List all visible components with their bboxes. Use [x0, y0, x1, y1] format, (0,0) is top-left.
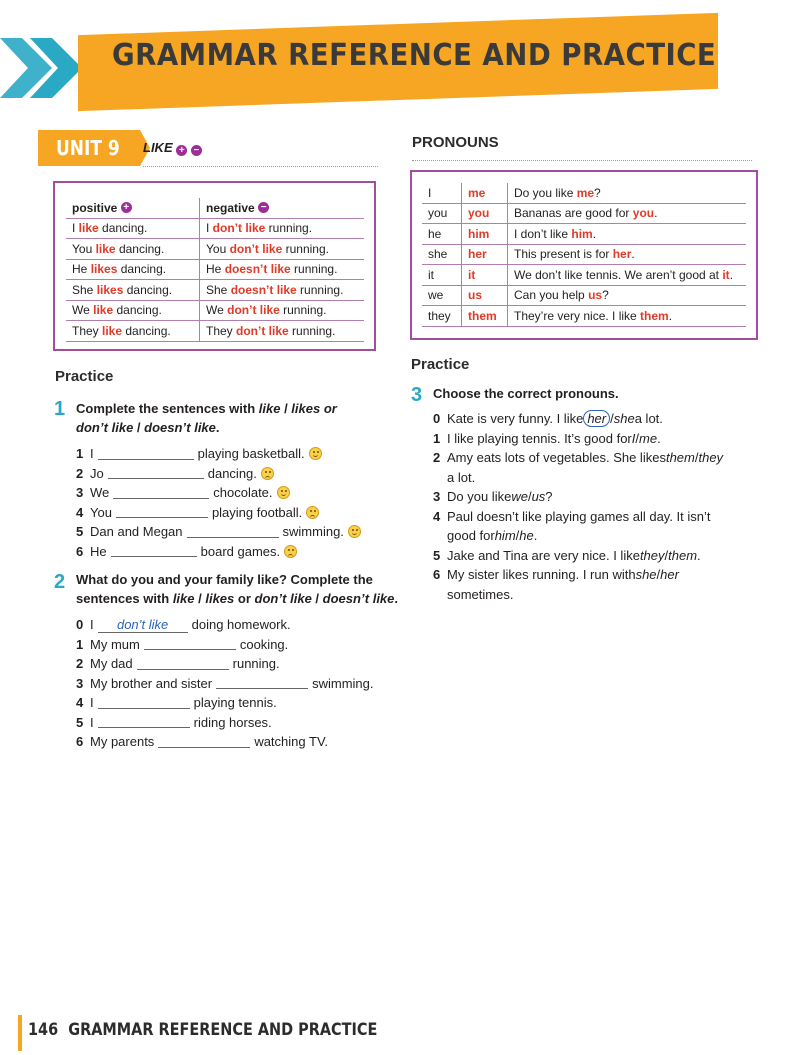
option-2[interactable]: us — [531, 489, 546, 505]
table-row — [422, 183, 746, 204]
item-text: Dan and Megan — [90, 524, 183, 540]
instr-text: / — [311, 591, 323, 606]
highlight-verb: like — [93, 303, 114, 318]
col-positive — [66, 198, 200, 218]
item-text: sometimes. — [447, 586, 514, 602]
positive-cell — [66, 260, 200, 280]
table-row — [422, 224, 746, 245]
item-text: We — [90, 485, 110, 501]
cell-text: I — [206, 221, 213, 236]
list-item — [76, 693, 374, 713]
cell-text: We don’t like tennis. We aren’t good at — [514, 267, 723, 282]
instr-text: doesn’t like — [144, 420, 216, 435]
negative-cell — [200, 219, 364, 239]
happy-face-icon — [309, 447, 322, 460]
item-number: 2 — [76, 465, 84, 481]
happy-face-icon — [277, 486, 290, 499]
item-text: cooking. — [239, 636, 289, 652]
instr-text: likes — [205, 591, 235, 606]
exercise-number: 3 — [411, 384, 423, 406]
item-number: 2 — [433, 450, 441, 466]
plus-icon: + — [176, 145, 187, 156]
table-row — [422, 306, 746, 327]
cell-text: He — [206, 262, 225, 277]
list-item — [76, 674, 374, 694]
item-number: 0 — [433, 411, 441, 427]
subject-pronoun: they — [428, 308, 451, 323]
option-1[interactable]: him — [494, 528, 516, 544]
pronoun-table — [422, 183, 746, 327]
subject-pronoun-cell — [422, 245, 462, 265]
answer-blank[interactable] — [98, 716, 190, 728]
separator: / — [527, 489, 532, 505]
cell-text: She — [206, 282, 231, 297]
cell-text: . — [631, 247, 635, 262]
subject-pronoun: he — [428, 226, 442, 241]
item-text: My dad — [90, 656, 133, 672]
item-text: doing homework. — [191, 617, 291, 633]
exercise-number: 2 — [54, 571, 66, 593]
negative-cell — [200, 280, 364, 300]
cell-text: I don’t like — [514, 226, 572, 241]
list-item — [433, 585, 723, 605]
option-2[interactable]: he — [519, 528, 534, 544]
item-text: . — [657, 430, 661, 446]
cell-text: ? — [602, 288, 609, 303]
list-item — [76, 464, 361, 484]
cell-text: dancing. — [98, 221, 148, 236]
footer-title: GRAMMAR REFERENCE AND PRACTICE — [68, 1020, 378, 1040]
negative-cell — [200, 260, 364, 280]
subject-pronoun: I — [428, 185, 432, 200]
cell-text: We — [72, 303, 94, 318]
option-1[interactable]: they — [639, 547, 665, 563]
object-pronoun: her — [468, 247, 487, 262]
item-text: playing basketball. — [197, 446, 305, 462]
answer-blank[interactable] — [137, 658, 229, 670]
item-text: . — [697, 547, 701, 563]
cell-text: He — [72, 262, 91, 277]
item-number: 6 — [433, 567, 441, 583]
list-item — [433, 448, 723, 468]
instr-text: likes or — [291, 401, 337, 416]
item-number: 3 — [433, 489, 441, 505]
example-cell — [508, 183, 746, 203]
answer-blank[interactable] — [116, 506, 208, 518]
instr-text: . — [215, 420, 220, 435]
item-text: a lot. — [634, 411, 663, 427]
separator: / — [515, 528, 520, 544]
object-pronoun-cell — [462, 286, 508, 306]
cell-text: running. — [288, 323, 336, 338]
subject-pronoun: you — [428, 206, 448, 221]
item-number: 1 — [433, 430, 441, 446]
highlight-pronoun: me — [576, 185, 595, 200]
cell-text: . — [654, 206, 658, 221]
page-number: 146 — [28, 1020, 59, 1040]
table-row — [66, 301, 364, 322]
list-item — [76, 713, 374, 733]
table-row — [66, 239, 364, 260]
cell-text: We — [206, 303, 228, 318]
list-item — [433, 429, 723, 449]
highlight-verb: likes — [96, 282, 124, 297]
separator: / — [664, 547, 669, 563]
item-number: 6 — [76, 543, 84, 559]
exercise-instruction — [76, 399, 337, 437]
list-item — [76, 732, 374, 752]
cell-text: dancing. — [113, 303, 162, 318]
item-number: 6 — [76, 734, 84, 750]
object-pronoun-cell — [462, 306, 508, 326]
sad-face-icon — [284, 545, 297, 558]
list-item — [433, 409, 723, 429]
cell-text: dancing. — [122, 323, 171, 338]
instr-text: like — [258, 401, 281, 416]
divider — [143, 166, 378, 167]
item-text: He — [90, 543, 107, 559]
practice-heading: Practice — [55, 368, 114, 385]
cell-text: She — [72, 282, 97, 297]
answer-blank[interactable] — [216, 677, 308, 689]
cell-text: Do you like — [514, 185, 577, 200]
col-negative-label: negative — [206, 200, 255, 215]
cell-text: dancing. — [123, 282, 173, 297]
item-text: I — [90, 446, 94, 462]
cell-text: Bananas are good for — [514, 206, 633, 221]
table-row — [66, 219, 364, 240]
col-negative — [200, 198, 364, 218]
item-number: 1 — [76, 446, 84, 462]
item-text: good for — [447, 528, 495, 544]
item-text: Jo — [90, 465, 104, 481]
answer-blank[interactable] — [144, 638, 236, 650]
instr-text: like — [172, 591, 195, 606]
item-number: 0 — [76, 617, 84, 633]
list-item — [76, 444, 361, 464]
list-item — [433, 487, 723, 507]
item-text: playing tennis. — [193, 695, 277, 711]
table-row — [422, 286, 746, 307]
highlight-pronoun: him — [571, 226, 593, 241]
list-item — [76, 483, 361, 503]
item-text: chocolate. — [213, 485, 273, 501]
list-item — [76, 615, 374, 635]
item-text: My mum — [90, 636, 140, 652]
option-2[interactable]: her — [660, 567, 679, 583]
item-text: Jake and Tina are very nice. I like — [447, 547, 640, 563]
item-number: 3 — [76, 675, 84, 691]
subject-pronoun-cell — [422, 204, 462, 224]
table-row — [66, 321, 364, 342]
negative-cell — [200, 321, 364, 341]
instr-text: doesn’t like — [322, 591, 395, 606]
object-pronoun: us — [468, 288, 483, 303]
practice-heading: Practice — [411, 356, 470, 373]
item-text: swimming. — [282, 524, 344, 540]
item-text: watching TV. — [254, 734, 329, 750]
list-item — [76, 522, 361, 542]
cell-text: ? — [594, 185, 601, 200]
list-item — [433, 546, 723, 566]
item-number: 5 — [76, 524, 84, 540]
highlight-verb: don’t like — [236, 323, 289, 338]
answer-blank[interactable] — [158, 736, 250, 748]
instr-text: What do you and your family like? Complete the — [76, 572, 373, 587]
subject-pronoun: she — [428, 247, 448, 262]
subject-pronoun-cell — [422, 224, 462, 244]
cell-text: You — [72, 241, 96, 256]
exercise-instruction: Choose the correct pronouns. — [433, 386, 619, 401]
item-text: . — [533, 528, 538, 544]
unit-label: UNIT 9 — [56, 136, 120, 160]
option-2[interactable]: me — [639, 430, 658, 446]
cell-text: This present is for — [514, 247, 613, 262]
positive-cell — [66, 219, 200, 239]
list-item — [76, 542, 361, 562]
example-cell — [508, 265, 746, 285]
minus-icon: − — [258, 202, 269, 213]
positive-cell — [66, 239, 200, 259]
table-row — [422, 245, 746, 266]
object-pronoun: me — [468, 185, 486, 200]
object-pronoun-cell — [462, 245, 508, 265]
item-text: running. — [232, 656, 280, 672]
highlight-verb: don’t like — [229, 241, 283, 256]
sad-face-icon — [261, 467, 274, 480]
object-pronoun: them — [468, 308, 497, 323]
highlight-pronoun: it — [722, 267, 730, 282]
highlight-verb: like — [95, 241, 116, 256]
option-2[interactable]: them — [668, 547, 698, 563]
exercise-2-items — [76, 615, 374, 752]
item-text: ? — [545, 489, 553, 505]
answer-blank[interactable] — [108, 467, 204, 479]
item-text: My sister likes running. I run with — [447, 567, 636, 583]
option-1[interactable]: her — [583, 410, 610, 427]
item-number: 2 — [76, 656, 84, 672]
option-1[interactable]: she — [635, 567, 657, 583]
instr-text: / — [280, 401, 292, 416]
list-item — [76, 503, 361, 523]
negative-cell — [200, 239, 364, 259]
option-2[interactable]: they — [698, 450, 724, 466]
highlight-pronoun: them — [640, 308, 669, 323]
cell-text: Can you help — [514, 288, 589, 303]
item-text: dancing. — [207, 465, 257, 481]
item-text: I like playing tennis. It’s good for — [447, 430, 632, 446]
highlight-verb: like — [102, 323, 123, 338]
answer-blank[interactable] — [187, 526, 279, 538]
item-text: playing football. — [211, 504, 303, 520]
object-pronoun-cell — [462, 183, 508, 203]
sad-face-icon — [306, 506, 319, 519]
item-text: I — [90, 714, 94, 730]
divider — [412, 160, 752, 161]
cell-text: You — [206, 241, 230, 256]
cell-text: . — [729, 267, 734, 282]
item-text: Amy eats lots of vegetables. She likes — [447, 450, 666, 466]
list-item — [433, 565, 723, 585]
subject-pronoun-cell — [422, 306, 462, 326]
positive-cell — [66, 280, 200, 300]
item-number: 5 — [76, 714, 84, 730]
cell-text: I — [72, 221, 79, 236]
table-row — [422, 265, 746, 286]
negative-cell — [200, 301, 364, 321]
cell-text: They — [72, 323, 103, 338]
object-pronoun-cell — [462, 265, 508, 285]
exercise-number: 1 — [54, 398, 66, 420]
item-text: board games. — [200, 543, 281, 559]
instr-text: sentences with — [76, 591, 173, 606]
like-heading-text: LIKE — [143, 140, 173, 155]
cell-text: . — [592, 226, 597, 241]
subject-pronoun: we — [428, 288, 444, 303]
option-2[interactable]: she — [613, 411, 635, 427]
highlight-pronoun: her — [612, 247, 632, 262]
subject-pronoun: it — [428, 267, 434, 282]
item-text: Do you like — [447, 489, 512, 505]
cell-text: running. — [296, 282, 344, 297]
exercise-1-items — [76, 444, 361, 561]
instr-text: don’t like — [76, 420, 134, 435]
option-1[interactable]: I — [631, 430, 636, 446]
highlight-verb: likes — [90, 262, 118, 277]
highlight-verb: doesn’t like — [230, 282, 297, 297]
separator: / — [610, 411, 614, 427]
pronouns-heading: PRONOUNS — [412, 134, 499, 151]
minus-icon: − — [191, 145, 202, 156]
option-1[interactable]: them — [665, 450, 695, 466]
item-number: 4 — [433, 508, 441, 524]
object-pronoun-cell — [462, 224, 508, 244]
cell-text: dancing. — [115, 241, 165, 256]
like-heading — [143, 140, 202, 156]
highlight-pronoun: you — [632, 206, 655, 221]
answer-blank[interactable] — [111, 545, 197, 557]
exercise-3-items — [433, 409, 723, 604]
table-row — [66, 280, 364, 301]
example-cell — [508, 204, 746, 224]
cell-text: running. — [282, 241, 329, 256]
answer-blank[interactable] — [113, 487, 209, 499]
separator: / — [694, 450, 699, 466]
list-item — [76, 635, 374, 655]
subject-pronoun-cell — [422, 286, 462, 306]
example-cell — [508, 306, 746, 326]
item-number: 5 — [433, 547, 441, 563]
item-text: swimming. — [312, 675, 374, 691]
highlight-verb: don’t like — [212, 221, 266, 236]
item-text: Paul doesn’t like playing games all day. It isn’t — [447, 508, 711, 524]
like-table-header — [66, 198, 364, 219]
cell-text: They’re very nice. I like — [514, 308, 641, 323]
separator: / — [656, 567, 661, 583]
example-cell — [508, 286, 746, 306]
object-pronoun: you — [468, 206, 490, 221]
example-cell — [508, 245, 746, 265]
instr-text: / — [133, 420, 145, 435]
highlight-verb: like — [78, 221, 99, 236]
highlight-pronoun: us — [588, 288, 603, 303]
instr-text: don’t like — [254, 591, 312, 606]
instr-text: . — [394, 591, 399, 606]
footer-bar — [18, 1015, 22, 1051]
positive-cell — [66, 321, 200, 341]
like-table — [66, 198, 364, 342]
list-item — [433, 468, 723, 488]
cell-text: They — [206, 323, 237, 338]
list-item — [76, 654, 374, 674]
subject-pronoun-cell — [422, 183, 462, 203]
item-text: I — [90, 617, 94, 633]
instr-text: Complete the sentences with — [76, 401, 259, 416]
exercise-instruction — [76, 570, 398, 608]
plus-icon: + — [121, 202, 132, 213]
list-item — [433, 507, 723, 527]
option-1[interactable]: we — [511, 489, 528, 505]
happy-face-icon — [348, 525, 361, 538]
table-row — [66, 260, 364, 281]
item-text: Kate is very funny. I like — [447, 411, 584, 427]
positive-cell — [66, 301, 200, 321]
item-text: riding horses. — [193, 714, 272, 730]
cell-text: . — [668, 308, 673, 323]
item-number: 4 — [76, 504, 84, 520]
object-pronoun: it — [468, 267, 476, 282]
cell-text: dancing. — [117, 262, 167, 277]
highlight-verb: doesn’t like — [224, 262, 291, 277]
item-number: 3 — [76, 485, 84, 501]
item-text: I — [90, 695, 94, 711]
item-number: 1 — [76, 636, 84, 652]
answer-blank[interactable] — [98, 448, 194, 460]
item-number: 4 — [76, 695, 84, 711]
list-item — [433, 526, 723, 546]
example-answer: don’t like — [98, 617, 188, 633]
col-positive-label: positive — [72, 200, 118, 215]
cell-text: running. — [279, 303, 327, 318]
item-text: My brother and sister — [90, 675, 213, 691]
instr-text: / — [194, 591, 206, 606]
cell-text: running. — [290, 262, 338, 277]
example-cell — [508, 224, 746, 244]
cell-text: running. — [265, 221, 313, 236]
answer-blank[interactable] — [98, 697, 190, 709]
subject-pronoun-cell — [422, 265, 462, 285]
item-text: a lot. — [447, 469, 476, 485]
footer — [28, 1020, 377, 1040]
instr-text: or — [234, 591, 255, 606]
highlight-verb: don’t like — [227, 303, 280, 318]
page-title: GRAMMAR REFERENCE AND PRACTICE — [112, 38, 717, 73]
table-row — [422, 204, 746, 225]
item-text: You — [90, 504, 112, 520]
object-pronoun: him — [468, 226, 490, 241]
separator: / — [635, 430, 640, 446]
item-text: My parents — [90, 734, 155, 750]
object-pronoun-cell — [462, 204, 508, 224]
